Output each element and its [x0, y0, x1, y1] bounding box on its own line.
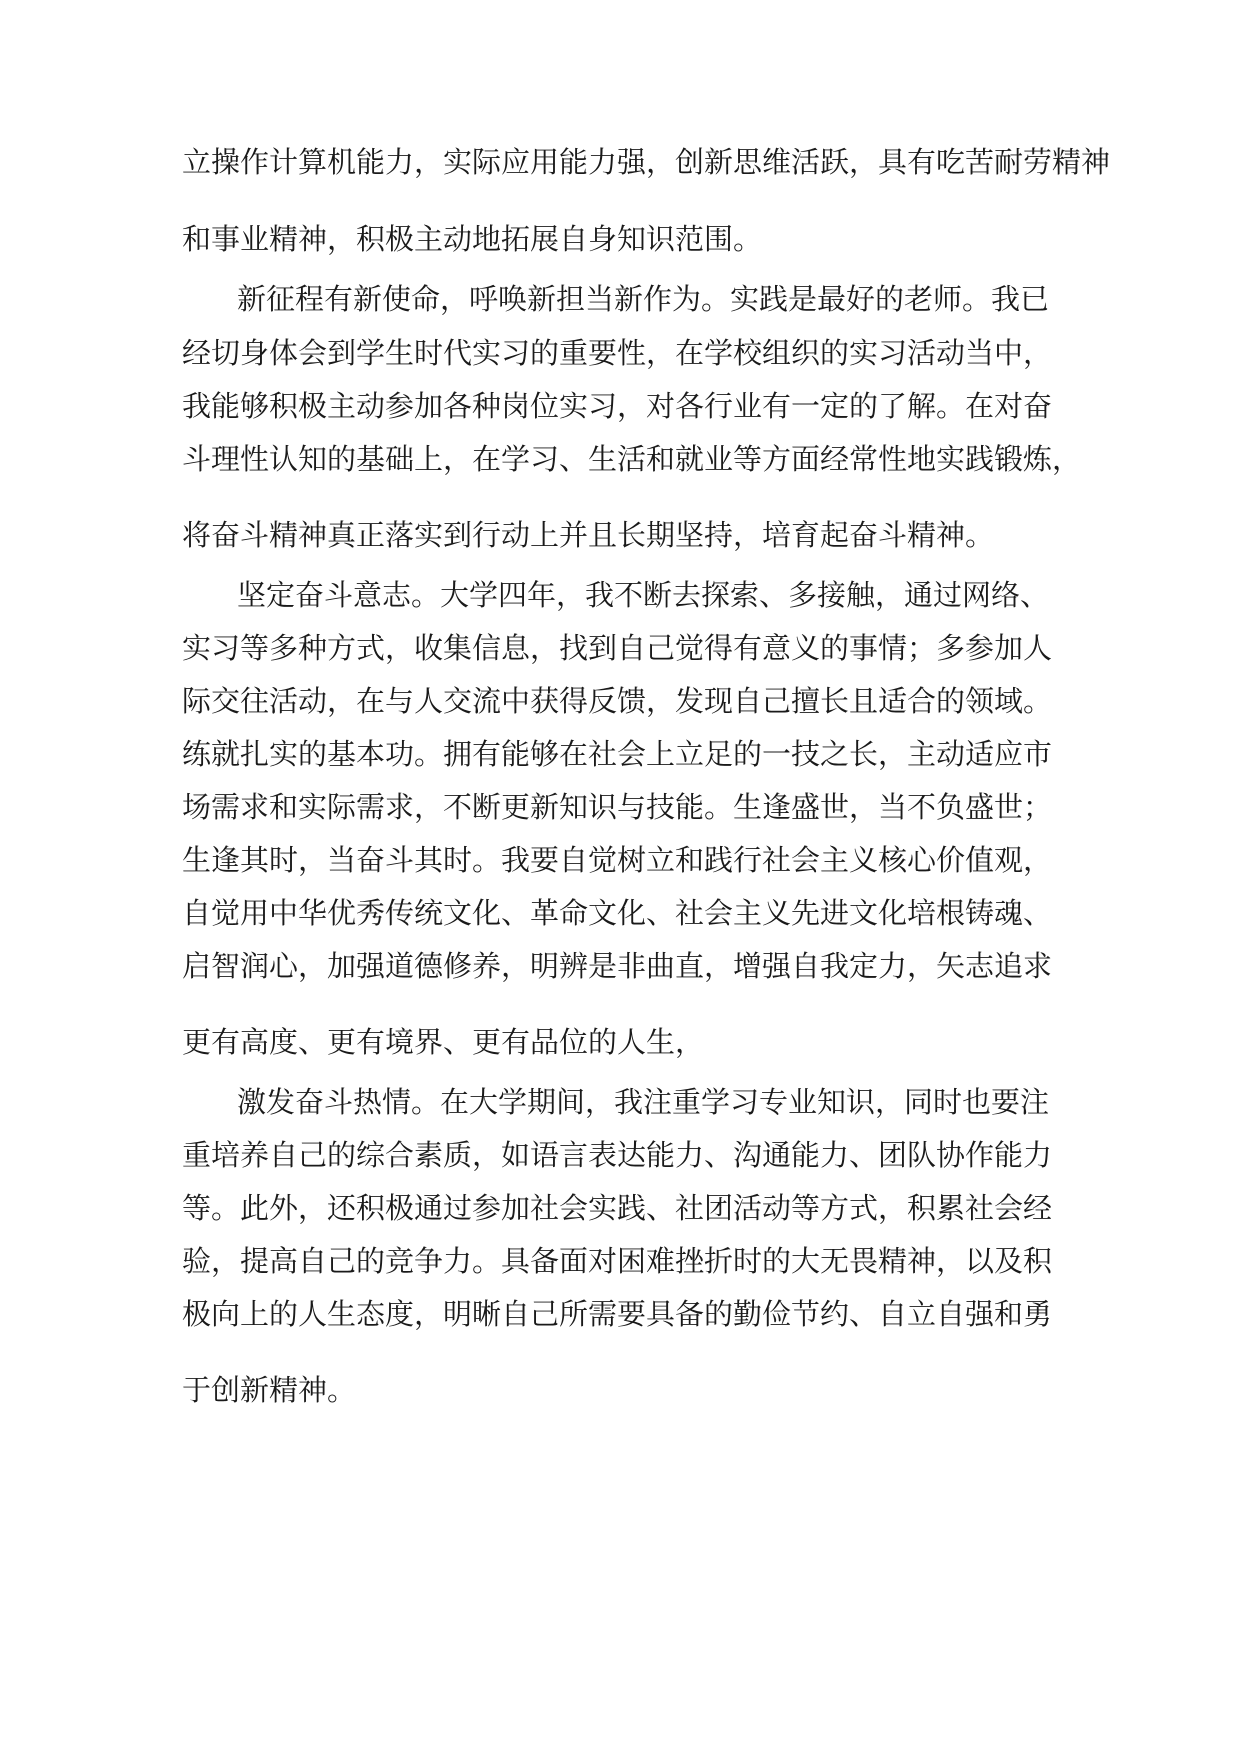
text-line: 将奋斗精神真正落实到行动上并且长期坚持，培育起奋斗精神。 — [182, 518, 995, 552]
text-line: 际交往活动，在与人交流中获得反馈，发现自己擅长且适合的领域。 — [182, 684, 1053, 718]
text-line: 更有高度、更有境界、更有品位的人生， — [182, 1025, 705, 1059]
text-line: 等。此外，还积极通过参加社会实践、社团活动等方式，积累社会经 — [182, 1191, 1053, 1225]
text-line: 自觉用中华优秀传统文化、革命文化、社会主义先进文化培根铸魂、 — [182, 896, 1053, 930]
text-line: 验，提高自己的竞争力。具备面对困难挫折时的大无畏精神，以及积 — [182, 1244, 1053, 1278]
text-line: 经切身体会到学生时代实习的重要性，在学校组织的实习活动当中， — [182, 336, 1053, 370]
text-line: 于创新精神。 — [182, 1373, 357, 1407]
text-line: 立操作计算机能力，实际应用能力强，创新思维活跃，具有吃苦耐劳精神 — [182, 145, 1111, 179]
text-line: 场需求和实际需求，不断更新知识与技能。生逢盛世，当不负盛世； — [182, 790, 1053, 824]
text-line: 斗理性认知的基础上，在学习、生活和就业等方面经常性地实践锻炼， — [182, 442, 1082, 476]
text-line: 极向上的人生态度，明晰自己所需要具备的勤俭节约、自立自强和勇 — [182, 1297, 1053, 1331]
text-line: 启智润心，加强道德修养，明辨是非曲直，增强自我定力，矢志追求 — [182, 949, 1053, 983]
text-line: 实习等多种方式，收集信息，找到自己觉得有意义的事情；多参加人 — [182, 631, 1053, 665]
paragraph-start-line: 坚定奋斗意志。大学四年，我不断去探索、多接触，通过网络、 — [237, 578, 1050, 612]
text-line: 练就扎实的基本功。拥有能够在社会上立足的一技之长，主动适应市 — [182, 737, 1053, 771]
text-line: 重培养自己的综合素质，如语言表达能力、沟通能力、团队协作能力 — [182, 1138, 1053, 1172]
text-line: 我能够积极主动参加各种岗位实习，对各行业有一定的了解。在对奋 — [182, 389, 1053, 423]
paragraph-start-line: 新征程有新使命，呼唤新担当新作为。实践是最好的老师。我已 — [237, 282, 1050, 316]
paragraph-start-line: 激发奋斗热情。在大学期间，我注重学习专业知识，同时也要注 — [237, 1085, 1050, 1119]
text-line: 生逢其时，当奋斗其时。我要自觉树立和践行社会主义核心价值观， — [182, 843, 1053, 877]
text-line: 和事业精神，积极主动地拓展自身知识范围。 — [182, 222, 763, 256]
